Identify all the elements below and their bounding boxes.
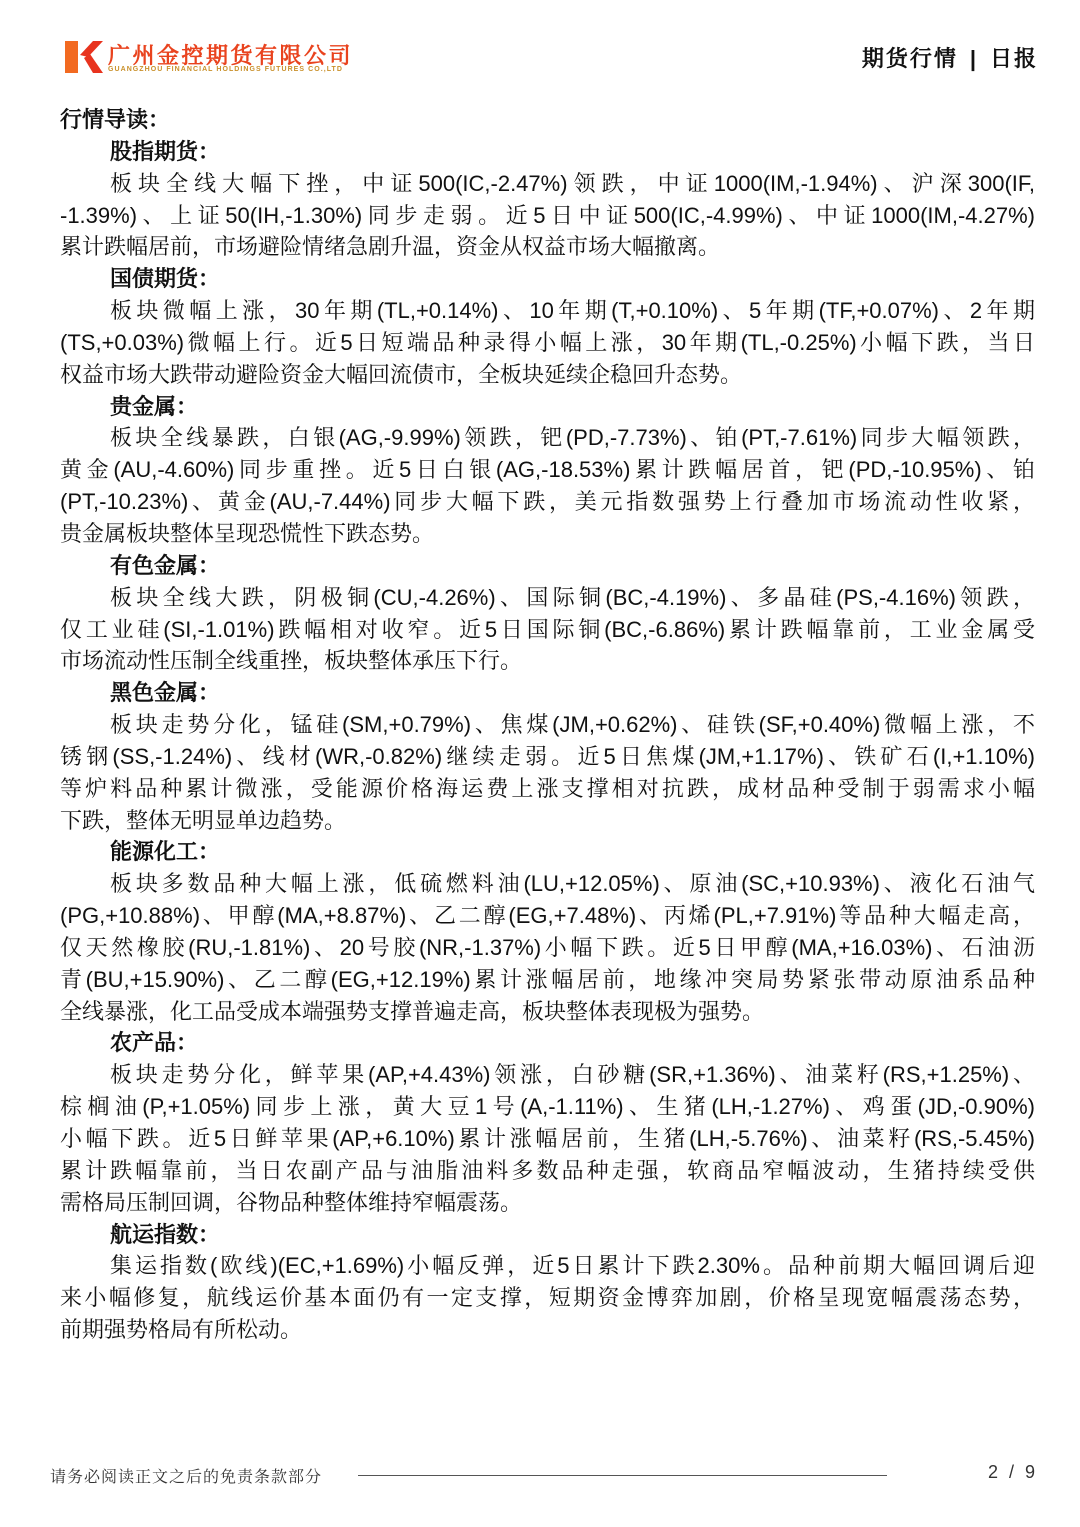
section-paragraph <box>60 1250 1035 1346</box>
disclaimer-note: 请务必阅读正文之后的免责条款部分 <box>50 1469 323 1486</box>
paragraph-line: -1.39%)、上证50(IH,-1.30%)同步走弱。近5日中证500(IC,-4.99%)、中证1000(IM,-4.27%) <box>60 202 1035 228</box>
report-type: 期货行情 <box>861 46 958 71</box>
paragraph-line: 集运指数(欧线)(EC,+1.69%)小幅反弹，近5日累计下跌2.30%。品种前期大幅回调后迎 <box>110 1253 1035 1279</box>
report-frequency: 日报 <box>989 46 1038 71</box>
section-paragraph <box>60 582 1035 678</box>
paragraph-line: 棕榈油(P,+1.05%)同步上涨，黄大豆1号(A,-1.11%)、生猪(LH,-1.27%)、鸡蛋(JD,-0.90%) <box>60 1094 1035 1120</box>
paragraph-line: 板块多数品种大幅上涨，低硫燃料油(LU,+12.05%)、原油(SC,+10.93%)、液化石油气 <box>110 871 1035 897</box>
paragraph-line: 累计跌幅靠前，当日农副产品与油脂油料多数品种走强，软商品窄幅波动，生猪持续受供 <box>60 1157 1035 1183</box>
paragraph-line: 需格局压制回调，谷物品种整体维持窄幅震荡。 <box>60 1189 523 1215</box>
paragraph-line: 等炉料品种累计微涨，受能源价格海运费上涨支撑相对抗跌，成材品种受制于弱需求小幅 <box>60 775 1035 801</box>
paragraph-line: (PT,-10.23%)、黄金(AU,-7.44%)同步大幅下跌，美元指数强势上行叠加市场流动性收紧， <box>60 489 1035 515</box>
paragraph-line: 板块全线大幅下挫，中证500(IC,-2.47%)领跌，中证1000(IM,-1.94%)、沪深300(IF, <box>110 170 1035 196</box>
company-logo-k-icon <box>65 41 103 73</box>
paragraph-line: 锈钢(SS,-1.24%)、线材(WR,-0.82%)继续走弱。近5日焦煤(JM,+1.17%)、铁矿石(I,+1.10%) <box>60 743 1035 769</box>
section-heading: 股指期货： <box>110 138 221 164</box>
paragraph-line: 权益市场大跌带动避险资金大幅回流债市，全板块延续企稳回升态势。 <box>60 361 743 387</box>
paragraph-line: 板块微幅上涨，30年期(TL,+0.14%)、10年期(T,+0.10%)、5年期(TF,+0.07%)、2年期 <box>110 298 1035 324</box>
paragraph-line: 仅天然橡胶(RU,-1.81%)、20号胶(NR,-1.37%)小幅下跌。近5日甲醇(MA,+16.03%)、石油沥 <box>60 934 1035 960</box>
paragraph-line: 青(BU,+15.90%)、乙二醇(EG,+12.19%)累计涨幅居前，地缘冲突局势紧张带动原油系品种 <box>60 966 1035 992</box>
paragraph-line: 板块全线大跌，阴极铜(CU,-4.26%)、国际铜(BC,-4.19%)、多晶硅(PS,-4.16%)领跌， <box>110 584 1035 610</box>
paragraph-line: 板块走势分化，锰硅(SM,+0.79%)、焦煤(JM,+0.62%)、硅铁(SF,+0.40%)微幅上涨，不 <box>110 712 1035 738</box>
paragraph-line: 黄金(AU,-4.60%)同步重挫。近5日白银(AG,-18.53%)累计跌幅居首，钯(PD,-10.95%)、铂 <box>60 457 1035 483</box>
footer-divider <box>358 1475 887 1476</box>
section-paragraph <box>60 168 1035 264</box>
section-heading: 黑色金属： <box>110 680 221 706</box>
company-name: 广州金控期货有限公司 <box>108 43 354 68</box>
paragraph-line: 小幅下跌。近5日鲜苹果(AP,+6.10%)累计涨幅居前，生猪(LH,-5.76%)、油菜籽(RS,-5.45%) <box>60 1126 1035 1151</box>
paragraph-line: 全线暴涨，化工品受成本端强势支撑普遍走高，板块整体表现极为强势。 <box>60 998 765 1024</box>
paragraph-line: 来小幅修复，航线运价基本面仍有一定支撑，短期资金博弈加剧，价格呈现宽幅震荡态势， <box>60 1285 1035 1311</box>
paragraph-line: 仅工业硅(SI,-1.01%)跌幅相对收窄。近5日国际铜(BC,-6.86%)累计跌幅靠前，工业金属受 <box>60 616 1035 642</box>
report-tag <box>862 42 1038 73</box>
paragraph-line: 下跌，整体无明显单边趋势。 <box>60 807 347 833</box>
section-heading: 能源化工： <box>110 839 221 865</box>
section-heading: 贵金属： <box>110 393 199 419</box>
paragraph-line: 板块走势分化，鲜苹果(AP,+4.43%)领涨，白砂糖(SR,+1.36%)、油菜籽(RS,+1.25%)、 <box>110 1062 1035 1088</box>
section-paragraph <box>60 1059 1035 1218</box>
section-heading: 有色金属： <box>110 552 221 578</box>
section-paragraph <box>60 709 1035 836</box>
paragraph-line: (TS,+0.03%)微幅上行。近5日短端品种录得小幅上涨，30年期(TL,-0.25%)小幅下跌，当日 <box>60 329 1035 355</box>
paragraph-line: 累计跌幅居前，市场避险情绪急剧升温，资金从权益市场大幅撤离。 <box>60 234 721 260</box>
paragraph-line: 板块全线暴跌，白银(AG,-9.99%)领跌，钯(PD,-7.73%)、铂(PT,-7.61%)同步大幅领跌， <box>110 425 1035 451</box>
report-tag-separator: | <box>969 46 978 71</box>
paragraph-line: (PG,+10.88%)、甲醇(MA,+8.87%)、乙二醇(EG,+7.48%)、丙烯(PL,+7.91%)等品种大幅走高， <box>60 903 1035 929</box>
section-paragraph <box>60 295 1035 391</box>
section-paragraph <box>60 422 1035 549</box>
company-name-english: GUANGZHOU FINANCIAL HOLDINGS FUTURES CO.,LTD <box>108 66 343 73</box>
market-overview <box>60 104 1035 1346</box>
paragraph-line: 市场流动性压制全线重挫，板块整体承压下行。 <box>60 648 523 674</box>
paragraph-line: 前期强势格局有所松动。 <box>60 1317 303 1343</box>
section-heading: 国债期货： <box>110 266 221 292</box>
page-number: 2 / 9 <box>987 1462 1038 1482</box>
paragraph-line: 贵金属板块整体呈现恐慌性下跌态势。 <box>60 520 435 546</box>
section-heading: 航运指数： <box>110 1221 221 1247</box>
section-paragraph <box>60 868 1035 1027</box>
overview-title: 行情导读： <box>60 107 171 132</box>
section-heading: 农产品： <box>110 1030 199 1056</box>
